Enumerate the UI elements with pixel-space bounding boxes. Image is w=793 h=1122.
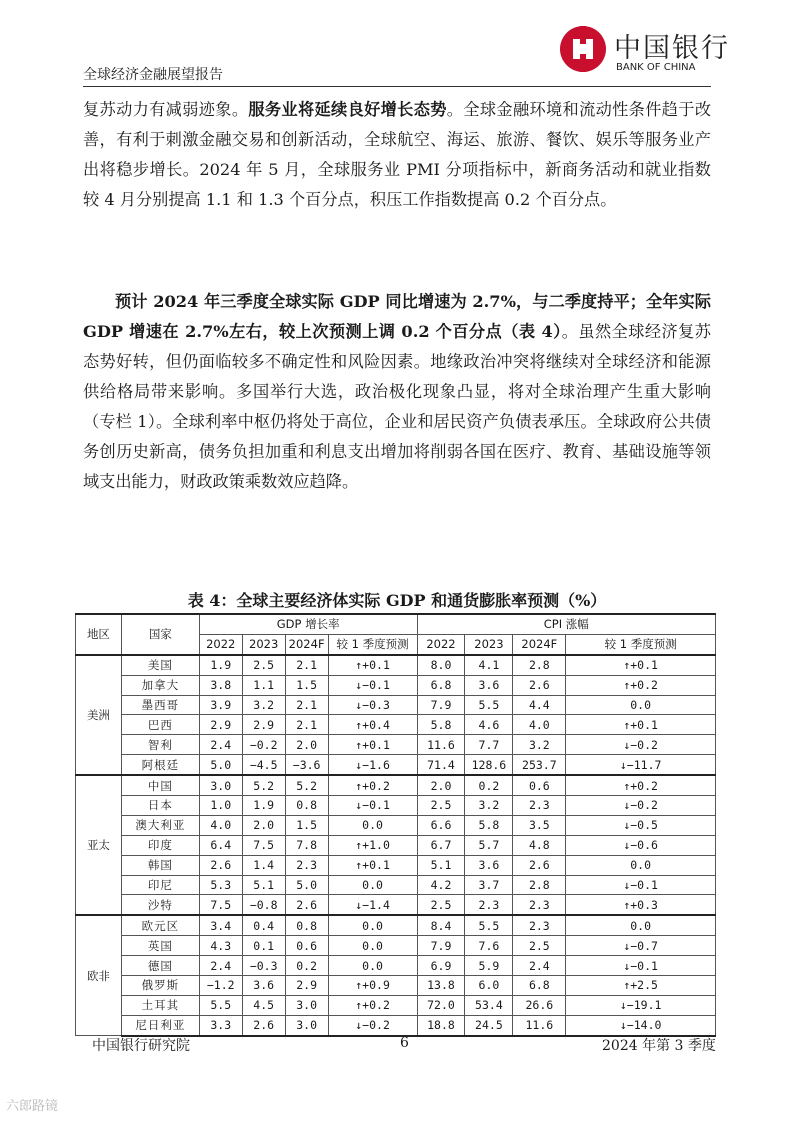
table-row xyxy=(76,796,716,816)
value-cell: 2.1 xyxy=(285,715,328,735)
value-cell: 5.3 xyxy=(199,875,242,895)
value-cell: 18.8 xyxy=(417,1015,465,1035)
value-cell: 26.6 xyxy=(513,995,566,1015)
value-cell: 2.6 xyxy=(242,1015,285,1035)
value-cell: 6.9 xyxy=(417,956,465,976)
value-cell: 7.5 xyxy=(242,835,285,855)
value-cell: 2.8 xyxy=(513,655,566,675)
value-cell: 6.8 xyxy=(513,976,566,996)
value-cell: ↓−0.7 xyxy=(566,936,716,956)
value-cell: ↑+0.1 xyxy=(328,735,417,755)
value-cell: 5.7 xyxy=(465,835,513,855)
value-cell: 72.0 xyxy=(417,995,465,1015)
paragraph-2 xyxy=(83,287,711,497)
value-cell: 7.6 xyxy=(465,936,513,956)
value-cell: 2.4 xyxy=(199,735,242,755)
value-cell: ↓−0.1 xyxy=(566,956,716,976)
footer-quarter: 2024 年第 3 季度 xyxy=(602,1038,716,1054)
value-cell: 6.8 xyxy=(417,675,465,695)
cpi-change-header: 较 1 季度预测 xyxy=(566,634,716,654)
value-cell: 1.1 xyxy=(242,675,285,695)
country-cell: 加拿大 xyxy=(121,675,199,695)
bank-logo xyxy=(560,24,730,80)
country-cell: 印度 xyxy=(121,835,199,855)
value-cell: −0.2 xyxy=(242,735,285,755)
value-cell: 4.3 xyxy=(199,936,242,956)
table-row xyxy=(76,655,716,675)
value-cell: 5.1 xyxy=(242,875,285,895)
value-cell: 0.0 xyxy=(328,875,417,895)
value-cell: ↑+2.5 xyxy=(566,976,716,996)
value-cell: 4.4 xyxy=(513,695,566,715)
value-cell: 8.4 xyxy=(417,915,465,935)
table-row xyxy=(76,755,716,775)
value-cell: 3.3 xyxy=(199,1015,242,1035)
table-row xyxy=(76,735,716,755)
value-cell: ↑+0.4 xyxy=(328,715,417,735)
country-cell: 印尼 xyxy=(121,875,199,895)
value-cell: 3.0 xyxy=(285,1015,328,1035)
value-cell: 4.5 xyxy=(242,995,285,1015)
value-cell: 0.8 xyxy=(285,796,328,816)
value-cell: ↑+0.1 xyxy=(328,655,417,675)
value-cell: 2.9 xyxy=(285,976,328,996)
value-cell: 2.6 xyxy=(199,855,242,875)
value-cell: 5.1 xyxy=(417,855,465,875)
value-cell: 2.0 xyxy=(242,815,285,835)
value-cell: 2.9 xyxy=(199,715,242,735)
value-cell: 7.8 xyxy=(285,835,328,855)
value-cell: 0.1 xyxy=(242,936,285,956)
value-cell: 2.9 xyxy=(242,715,285,735)
value-cell: 0.0 xyxy=(328,956,417,976)
value-cell: −0.3 xyxy=(242,956,285,976)
value-cell: 4.0 xyxy=(199,815,242,835)
table-row xyxy=(76,695,716,715)
value-cell: 0.0 xyxy=(328,915,417,935)
value-cell: ↑+0.2 xyxy=(328,995,417,1015)
value-cell: 0.0 xyxy=(566,915,716,935)
value-cell: 0.6 xyxy=(285,936,328,956)
value-cell: 3.4 xyxy=(199,915,242,935)
table-row xyxy=(76,915,716,935)
country-cell: 中国 xyxy=(121,775,199,795)
header-divider xyxy=(83,86,711,87)
value-cell: ↑+1.0 xyxy=(328,835,417,855)
country-cell: 澳大利亚 xyxy=(121,815,199,835)
value-cell: 2.3 xyxy=(513,915,566,935)
country-cell: 沙特 xyxy=(121,895,199,915)
value-cell: 3.9 xyxy=(199,695,242,715)
value-cell: 2.1 xyxy=(285,695,328,715)
value-cell: ↓−11.7 xyxy=(566,755,716,775)
value-cell: 2.6 xyxy=(513,855,566,875)
table-row xyxy=(76,976,716,996)
table-row xyxy=(76,675,716,695)
p1-bold-heading: 服务业将延续良好增长态势 xyxy=(248,100,447,119)
watermark: 六郎路镜 xyxy=(6,1099,59,1114)
table-row xyxy=(76,956,716,976)
value-cell: ↑+0.2 xyxy=(566,775,716,795)
table-header-row-1 xyxy=(76,614,716,634)
p1-sentence-1: 复苏动力有减弱迹象。 xyxy=(83,100,249,119)
value-cell: 7.9 xyxy=(417,936,465,956)
value-cell: 2.4 xyxy=(199,956,242,976)
value-cell: 0.0 xyxy=(566,855,716,875)
country-cell: 韩国 xyxy=(121,855,199,875)
value-cell: 2.3 xyxy=(285,855,328,875)
report-header-title: 全球经济金融展望报告 xyxy=(83,67,223,83)
value-cell: ↓−1.6 xyxy=(328,755,417,775)
value-cell: 3.5 xyxy=(513,815,566,835)
value-cell: 53.4 xyxy=(465,995,513,1015)
value-cell: 0.8 xyxy=(285,915,328,935)
value-cell: ↑+0.9 xyxy=(328,976,417,996)
value-cell: 2.6 xyxy=(285,895,328,915)
value-cell: 6.4 xyxy=(199,835,242,855)
value-cell: 4.8 xyxy=(513,835,566,855)
value-cell: 5.5 xyxy=(465,695,513,715)
value-cell: ↓−14.0 xyxy=(566,1015,716,1035)
value-cell: ↓−0.3 xyxy=(328,695,417,715)
p1-sentence-3: 。全球金融环境和流动性条件趋于改善，有利于刺激金融交易和创新活动，全球航空、海运、旅游、餐饮、娱乐等服务业产出将稳步增长。2024 年 5 月，全球服务业 PMI 分项指标中，新商务活动和就业指数较 4 月分别提高 1.1 和 1.3 个百分点，积压工作指数提高 0.2 个百分点。 xyxy=(83,100,712,209)
value-cell: 128.6 xyxy=(465,755,513,775)
col-region-header: 地区 xyxy=(76,614,122,655)
country-cell: 德国 xyxy=(121,956,199,976)
value-cell: ↓−0.1 xyxy=(566,875,716,895)
value-cell: 5.0 xyxy=(285,875,328,895)
value-cell: ↑+0.1 xyxy=(566,715,716,735)
p2-bold-forecast: 预计 2024 年三季度全球实际 GDP 同比增速为 2.7%，与二季度持平；全年实际 GDP 增速在 2.7%左右，较上次预测上调 0.2 个百分点（表 4） xyxy=(83,292,711,341)
value-cell: 7.5 xyxy=(199,895,242,915)
table-row xyxy=(76,895,716,915)
value-cell: 3.6 xyxy=(465,855,513,875)
gdp-group-header: GDP 增长率 xyxy=(199,614,417,634)
col-country-header: 国家 xyxy=(121,614,199,655)
value-cell: ↓−0.1 xyxy=(328,675,417,695)
value-cell: 4.1 xyxy=(465,655,513,675)
value-cell: ↓−0.6 xyxy=(566,835,716,855)
value-cell: 2.6 xyxy=(513,675,566,695)
value-cell: ↑+0.2 xyxy=(566,675,716,695)
value-cell: 2.5 xyxy=(513,936,566,956)
value-cell: 7.7 xyxy=(465,735,513,755)
value-cell: −1.2 xyxy=(199,976,242,996)
value-cell: 0.2 xyxy=(465,775,513,795)
forecast-table xyxy=(75,613,716,1037)
paragraph-1 xyxy=(83,95,711,215)
cpi-year-header: 2024F xyxy=(513,634,566,654)
value-cell: ↓−0.5 xyxy=(566,815,716,835)
value-cell: 2.8 xyxy=(513,875,566,895)
value-cell: 2.4 xyxy=(513,956,566,976)
value-cell: 4.0 xyxy=(513,715,566,735)
value-cell: ↓−0.2 xyxy=(566,796,716,816)
value-cell: ↑+0.1 xyxy=(328,855,417,875)
footer-page-number: 6 xyxy=(400,1035,409,1051)
value-cell: 6.7 xyxy=(417,835,465,855)
value-cell: 2.1 xyxy=(285,655,328,675)
gdp-year-header: 2023 xyxy=(242,634,285,654)
table-row xyxy=(76,835,716,855)
value-cell: 2.0 xyxy=(285,735,328,755)
value-cell: 3.6 xyxy=(465,675,513,695)
value-cell: 11.6 xyxy=(513,1015,566,1035)
value-cell: 2.3 xyxy=(513,895,566,915)
table-row xyxy=(76,855,716,875)
value-cell: ↓−0.2 xyxy=(328,1015,417,1035)
table-row xyxy=(76,875,716,895)
value-cell: 5.5 xyxy=(199,995,242,1015)
value-cell: 6.6 xyxy=(417,815,465,835)
logo-english-name: BANK OF CHINA xyxy=(616,62,696,73)
country-cell: 英国 xyxy=(121,936,199,956)
value-cell: 1.5 xyxy=(285,815,328,835)
cpi-year-header: 2022 xyxy=(417,634,465,654)
value-cell: ↓−1.4 xyxy=(328,895,417,915)
value-cell: 5.2 xyxy=(285,775,328,795)
region-cell: 亚太 xyxy=(76,775,122,915)
region-cell: 美洲 xyxy=(76,655,122,775)
value-cell: 3.7 xyxy=(465,875,513,895)
table-title: 表 4：全球主要经济体实际 GDP 和通货膨胀率预测（%） xyxy=(187,591,607,610)
gdp-year-header: 2022 xyxy=(199,634,242,654)
country-cell: 俄罗斯 xyxy=(121,976,199,996)
logo-chinese-name: 中国银行 xyxy=(614,33,730,64)
value-cell: −0.8 xyxy=(242,895,285,915)
table-row xyxy=(76,995,716,1015)
value-cell: 5.9 xyxy=(465,956,513,976)
value-cell: 3.8 xyxy=(199,675,242,695)
value-cell: 0.4 xyxy=(242,915,285,935)
country-cell: 智利 xyxy=(121,735,199,755)
value-cell: 5.8 xyxy=(417,715,465,735)
value-cell: 3.2 xyxy=(513,735,566,755)
value-cell: 4.6 xyxy=(465,715,513,735)
country-cell: 美国 xyxy=(121,655,199,675)
value-cell: ↑+0.1 xyxy=(566,655,716,675)
value-cell: 5.0 xyxy=(199,755,242,775)
value-cell: −3.6 xyxy=(285,755,328,775)
value-cell: 3.2 xyxy=(242,695,285,715)
table-row xyxy=(76,936,716,956)
country-cell: 墨西哥 xyxy=(121,695,199,715)
value-cell: 253.7 xyxy=(513,755,566,775)
value-cell: 24.5 xyxy=(465,1015,513,1035)
value-cell: ↑+0.2 xyxy=(328,775,417,795)
cpi-group-header: CPI 涨幅 xyxy=(417,614,715,634)
gdp-year-header: 2024F xyxy=(285,634,328,654)
value-cell: ↓−19.1 xyxy=(566,995,716,1015)
value-cell: 6.0 xyxy=(465,976,513,996)
country-cell: 欧元区 xyxy=(121,915,199,935)
value-cell: 1.9 xyxy=(242,796,285,816)
country-cell: 土耳其 xyxy=(121,995,199,1015)
value-cell: ↓−0.1 xyxy=(328,796,417,816)
value-cell: 8.0 xyxy=(417,655,465,675)
table-row xyxy=(76,775,716,795)
country-cell: 尼日利亚 xyxy=(121,1015,199,1035)
value-cell: 0.2 xyxy=(285,956,328,976)
footer-institute: 中国银行研究院 xyxy=(92,1038,190,1054)
table-row xyxy=(76,1015,716,1035)
bank-logo-mark-icon xyxy=(560,26,606,72)
value-cell: 0.0 xyxy=(328,815,417,835)
table-row xyxy=(76,715,716,735)
country-cell: 巴西 xyxy=(121,715,199,735)
value-cell: 2.5 xyxy=(417,895,465,915)
value-cell: 3.2 xyxy=(465,796,513,816)
value-cell: 0.6 xyxy=(513,775,566,795)
country-cell: 日本 xyxy=(121,796,199,816)
value-cell: 2.5 xyxy=(417,796,465,816)
value-cell: 2.5 xyxy=(242,655,285,675)
cpi-year-header: 2023 xyxy=(465,634,513,654)
value-cell: 1.9 xyxy=(199,655,242,675)
value-cell: 5.5 xyxy=(465,915,513,935)
value-cell: 3.0 xyxy=(199,775,242,795)
value-cell: −4.5 xyxy=(242,755,285,775)
country-cell: 阿根廷 xyxy=(121,755,199,775)
region-cell: 欧非 xyxy=(76,915,122,1035)
value-cell: 0.0 xyxy=(566,695,716,715)
value-cell: 3.0 xyxy=(285,995,328,1015)
p2-body: 。虽然全球经济复苏态势好转，但仍面临较多不确定性和风险因素。地缘政治冲突将继续对全球经济和能源供给格局带来影响。多国举行大选，政治极化现象凸显，将对全球治理产生重大影响（专栏 1）。全球利率中枢仍将处于高位，企业和居民资产负债表承压。全球政府公共债务创历史新高，债务负担加重和利息支出增加将削弱各国在医疗、教育、基础设施等领域支出能力，财政政策乘数效应趋降。 xyxy=(83,322,711,491)
value-cell: 7.9 xyxy=(417,695,465,715)
value-cell: 1.0 xyxy=(199,796,242,816)
value-cell: 71.4 xyxy=(417,755,465,775)
value-cell: 3.6 xyxy=(242,976,285,996)
value-cell: 1.4 xyxy=(242,855,285,875)
value-cell: ↑+0.3 xyxy=(566,895,716,915)
value-cell: 4.2 xyxy=(417,875,465,895)
value-cell: 5.8 xyxy=(465,815,513,835)
value-cell: ↓−0.2 xyxy=(566,735,716,755)
table-row xyxy=(76,815,716,835)
value-cell: 5.2 xyxy=(242,775,285,795)
value-cell: 2.3 xyxy=(465,895,513,915)
value-cell: 1.5 xyxy=(285,675,328,695)
value-cell: 13.8 xyxy=(417,976,465,996)
value-cell: 2.0 xyxy=(417,775,465,795)
value-cell: 0.0 xyxy=(328,936,417,956)
value-cell: 11.6 xyxy=(417,735,465,755)
gdp-change-header: 较 1 季度预测 xyxy=(328,634,417,654)
value-cell: 2.3 xyxy=(513,796,566,816)
